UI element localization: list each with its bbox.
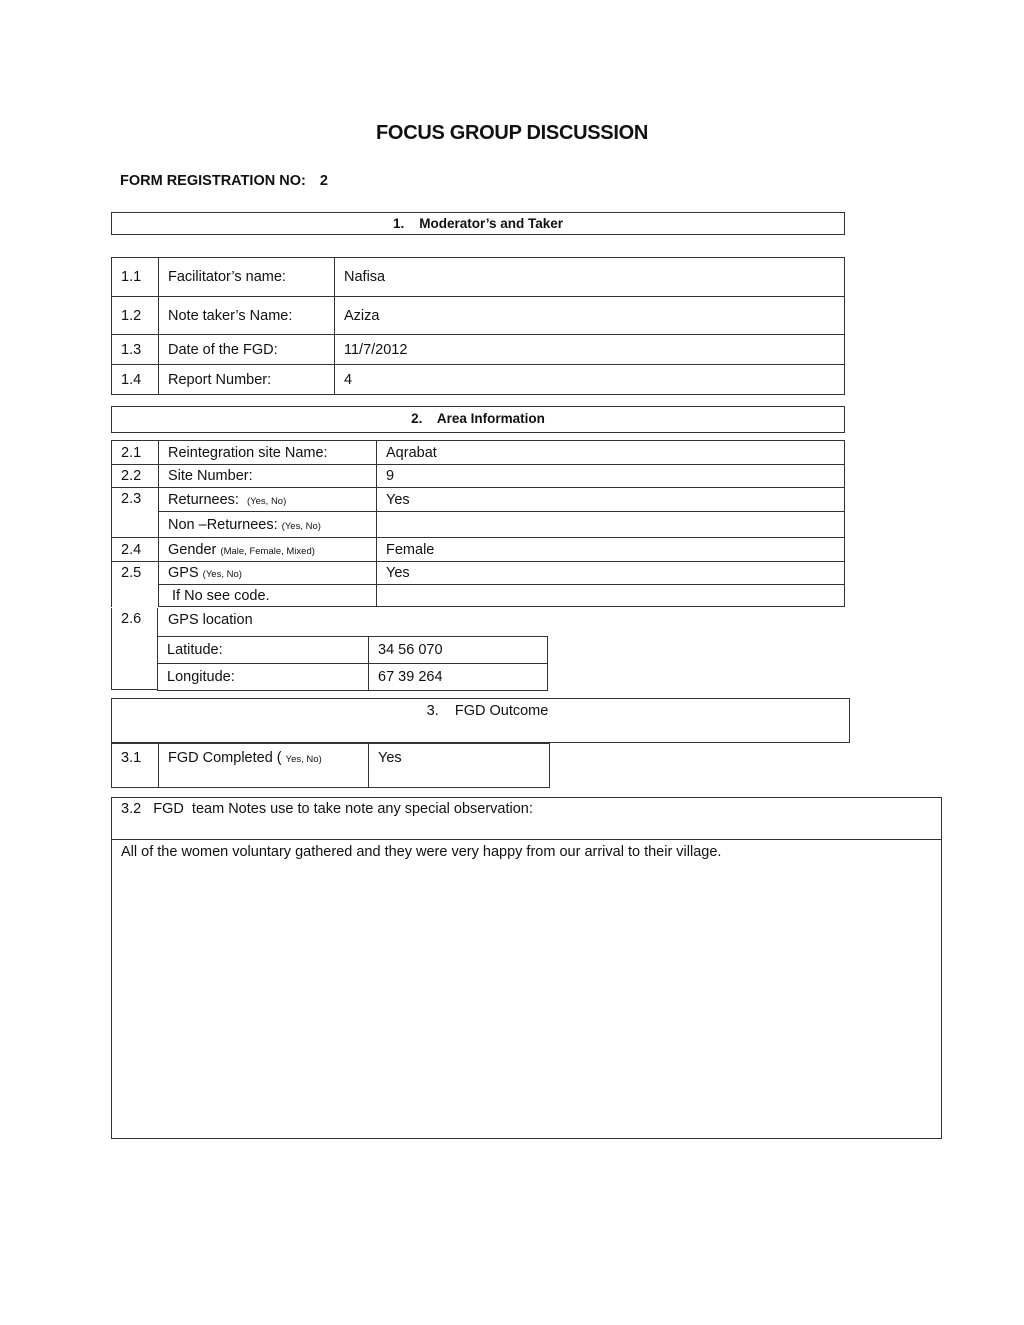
report-number-value: 4 bbox=[335, 365, 845, 395]
notes-text: All of the women voluntary gathered and they were very happy from our arrival to their village. bbox=[121, 844, 722, 860]
table-row bbox=[112, 488, 845, 512]
row-number: 1.3 bbox=[112, 335, 159, 365]
section2-heading-text: 2. Area Information bbox=[411, 411, 545, 426]
fgd-completed-label-text: FGD Completed ( bbox=[168, 750, 286, 766]
table-row bbox=[112, 465, 845, 488]
table-row bbox=[112, 258, 845, 297]
non-returnees-label-text: Non –Returnees: bbox=[168, 516, 282, 533]
fgd-date-value: 11/7/2012 bbox=[335, 335, 845, 365]
site-name-label: Reintegration site Name: bbox=[159, 441, 377, 465]
row-number: 2.1 bbox=[112, 441, 159, 465]
registration-value: 2 bbox=[319, 173, 328, 189]
row-number: 2.3 bbox=[112, 488, 159, 538]
row-number: 2.2 bbox=[112, 465, 159, 488]
site-number-value: 9 bbox=[377, 465, 845, 488]
table-row bbox=[112, 538, 845, 562]
gps-label bbox=[159, 562, 377, 585]
returnees-value: Yes bbox=[377, 488, 845, 512]
row-number: 1.1 bbox=[112, 258, 159, 297]
note-taker-name-value: Aziza bbox=[335, 297, 845, 335]
table-row bbox=[112, 585, 845, 607]
row-number: 1.4 bbox=[112, 365, 159, 395]
row-number: 3.1 bbox=[112, 744, 159, 788]
fgd-completed-value: Yes bbox=[369, 744, 550, 788]
row-number: 1.2 bbox=[112, 297, 159, 335]
table-row bbox=[112, 365, 845, 395]
row-number: 3.2 bbox=[121, 801, 142, 817]
facilitator-name-label: Facilitator’s name: bbox=[159, 258, 335, 297]
moderator-table bbox=[111, 257, 845, 395]
non-returnees-value bbox=[377, 512, 845, 538]
section1-heading bbox=[111, 212, 845, 235]
table-row bbox=[112, 562, 845, 585]
table-row bbox=[112, 512, 845, 538]
table-row bbox=[158, 664, 548, 691]
gps-label-text: GPS bbox=[168, 565, 203, 581]
gps-coordinates-table bbox=[157, 636, 548, 691]
latitude-label: Latitude: bbox=[158, 637, 369, 664]
returnees-hint: (Yes, No) bbox=[247, 495, 287, 507]
table-row bbox=[158, 637, 548, 664]
note-taker-name-label: Note taker’s Name: bbox=[159, 297, 335, 335]
gender-label bbox=[159, 538, 377, 562]
table-row bbox=[112, 744, 550, 788]
non-returnees-hint: (Yes, No) bbox=[281, 520, 321, 532]
section3-heading bbox=[111, 698, 850, 743]
gender-value: Female bbox=[377, 538, 845, 562]
area-info-table bbox=[111, 440, 845, 607]
returnees-label bbox=[159, 488, 377, 512]
table-row bbox=[112, 335, 845, 365]
longitude-label: Longitude: bbox=[158, 664, 369, 691]
gps-value: Yes bbox=[377, 562, 845, 585]
report-number-label: Report Number: bbox=[159, 365, 335, 395]
non-returnees-label bbox=[159, 512, 377, 538]
latitude-value: 34 56 070 bbox=[369, 637, 548, 664]
fgd-date-label: Date of the FGD: bbox=[159, 335, 335, 365]
section3-heading-text: 3. FGD Outcome bbox=[426, 703, 549, 719]
notes-box bbox=[111, 797, 942, 1139]
fgd-outcome-table bbox=[111, 743, 550, 788]
returnees-label-text: Returnees: bbox=[168, 491, 247, 508]
form-registration bbox=[120, 173, 328, 189]
fgd-completed-hint: Yes, No) bbox=[285, 754, 322, 765]
site-name-value: Aqrabat bbox=[377, 441, 845, 465]
registration-label: FORM REGISTRATION NO: bbox=[120, 173, 306, 189]
row-number: 2.6 bbox=[121, 611, 142, 627]
section2-heading bbox=[111, 406, 845, 433]
fgd-completed-label bbox=[159, 744, 369, 788]
gps-code-value bbox=[377, 585, 845, 607]
site-number-label: Site Number: bbox=[159, 465, 377, 488]
notes-label: FGD team Notes use to take note any special observation: bbox=[153, 801, 533, 817]
gender-hint: (Male, Female, Mixed) bbox=[220, 545, 315, 557]
section1-heading-text: 1. Moderator’s and Taker bbox=[392, 216, 564, 231]
row-number: 2.5 bbox=[112, 562, 159, 607]
gps-code-label: If No see code. bbox=[159, 585, 377, 607]
gps-hint: (Yes, No) bbox=[202, 569, 242, 580]
facilitator-name-value: Nafisa bbox=[335, 258, 845, 297]
row-number: 2.4 bbox=[112, 538, 159, 562]
longitude-value: 67 39 264 bbox=[369, 664, 548, 691]
document-title: FOCUS GROUP DISCUSSION bbox=[376, 122, 648, 144]
gps-location-label: GPS location bbox=[168, 612, 253, 628]
gender-label-text: Gender bbox=[168, 541, 221, 558]
notes-header bbox=[112, 798, 941, 840]
table-row bbox=[112, 441, 845, 465]
table-row bbox=[112, 297, 845, 335]
gps-location-number-cell bbox=[111, 608, 158, 690]
